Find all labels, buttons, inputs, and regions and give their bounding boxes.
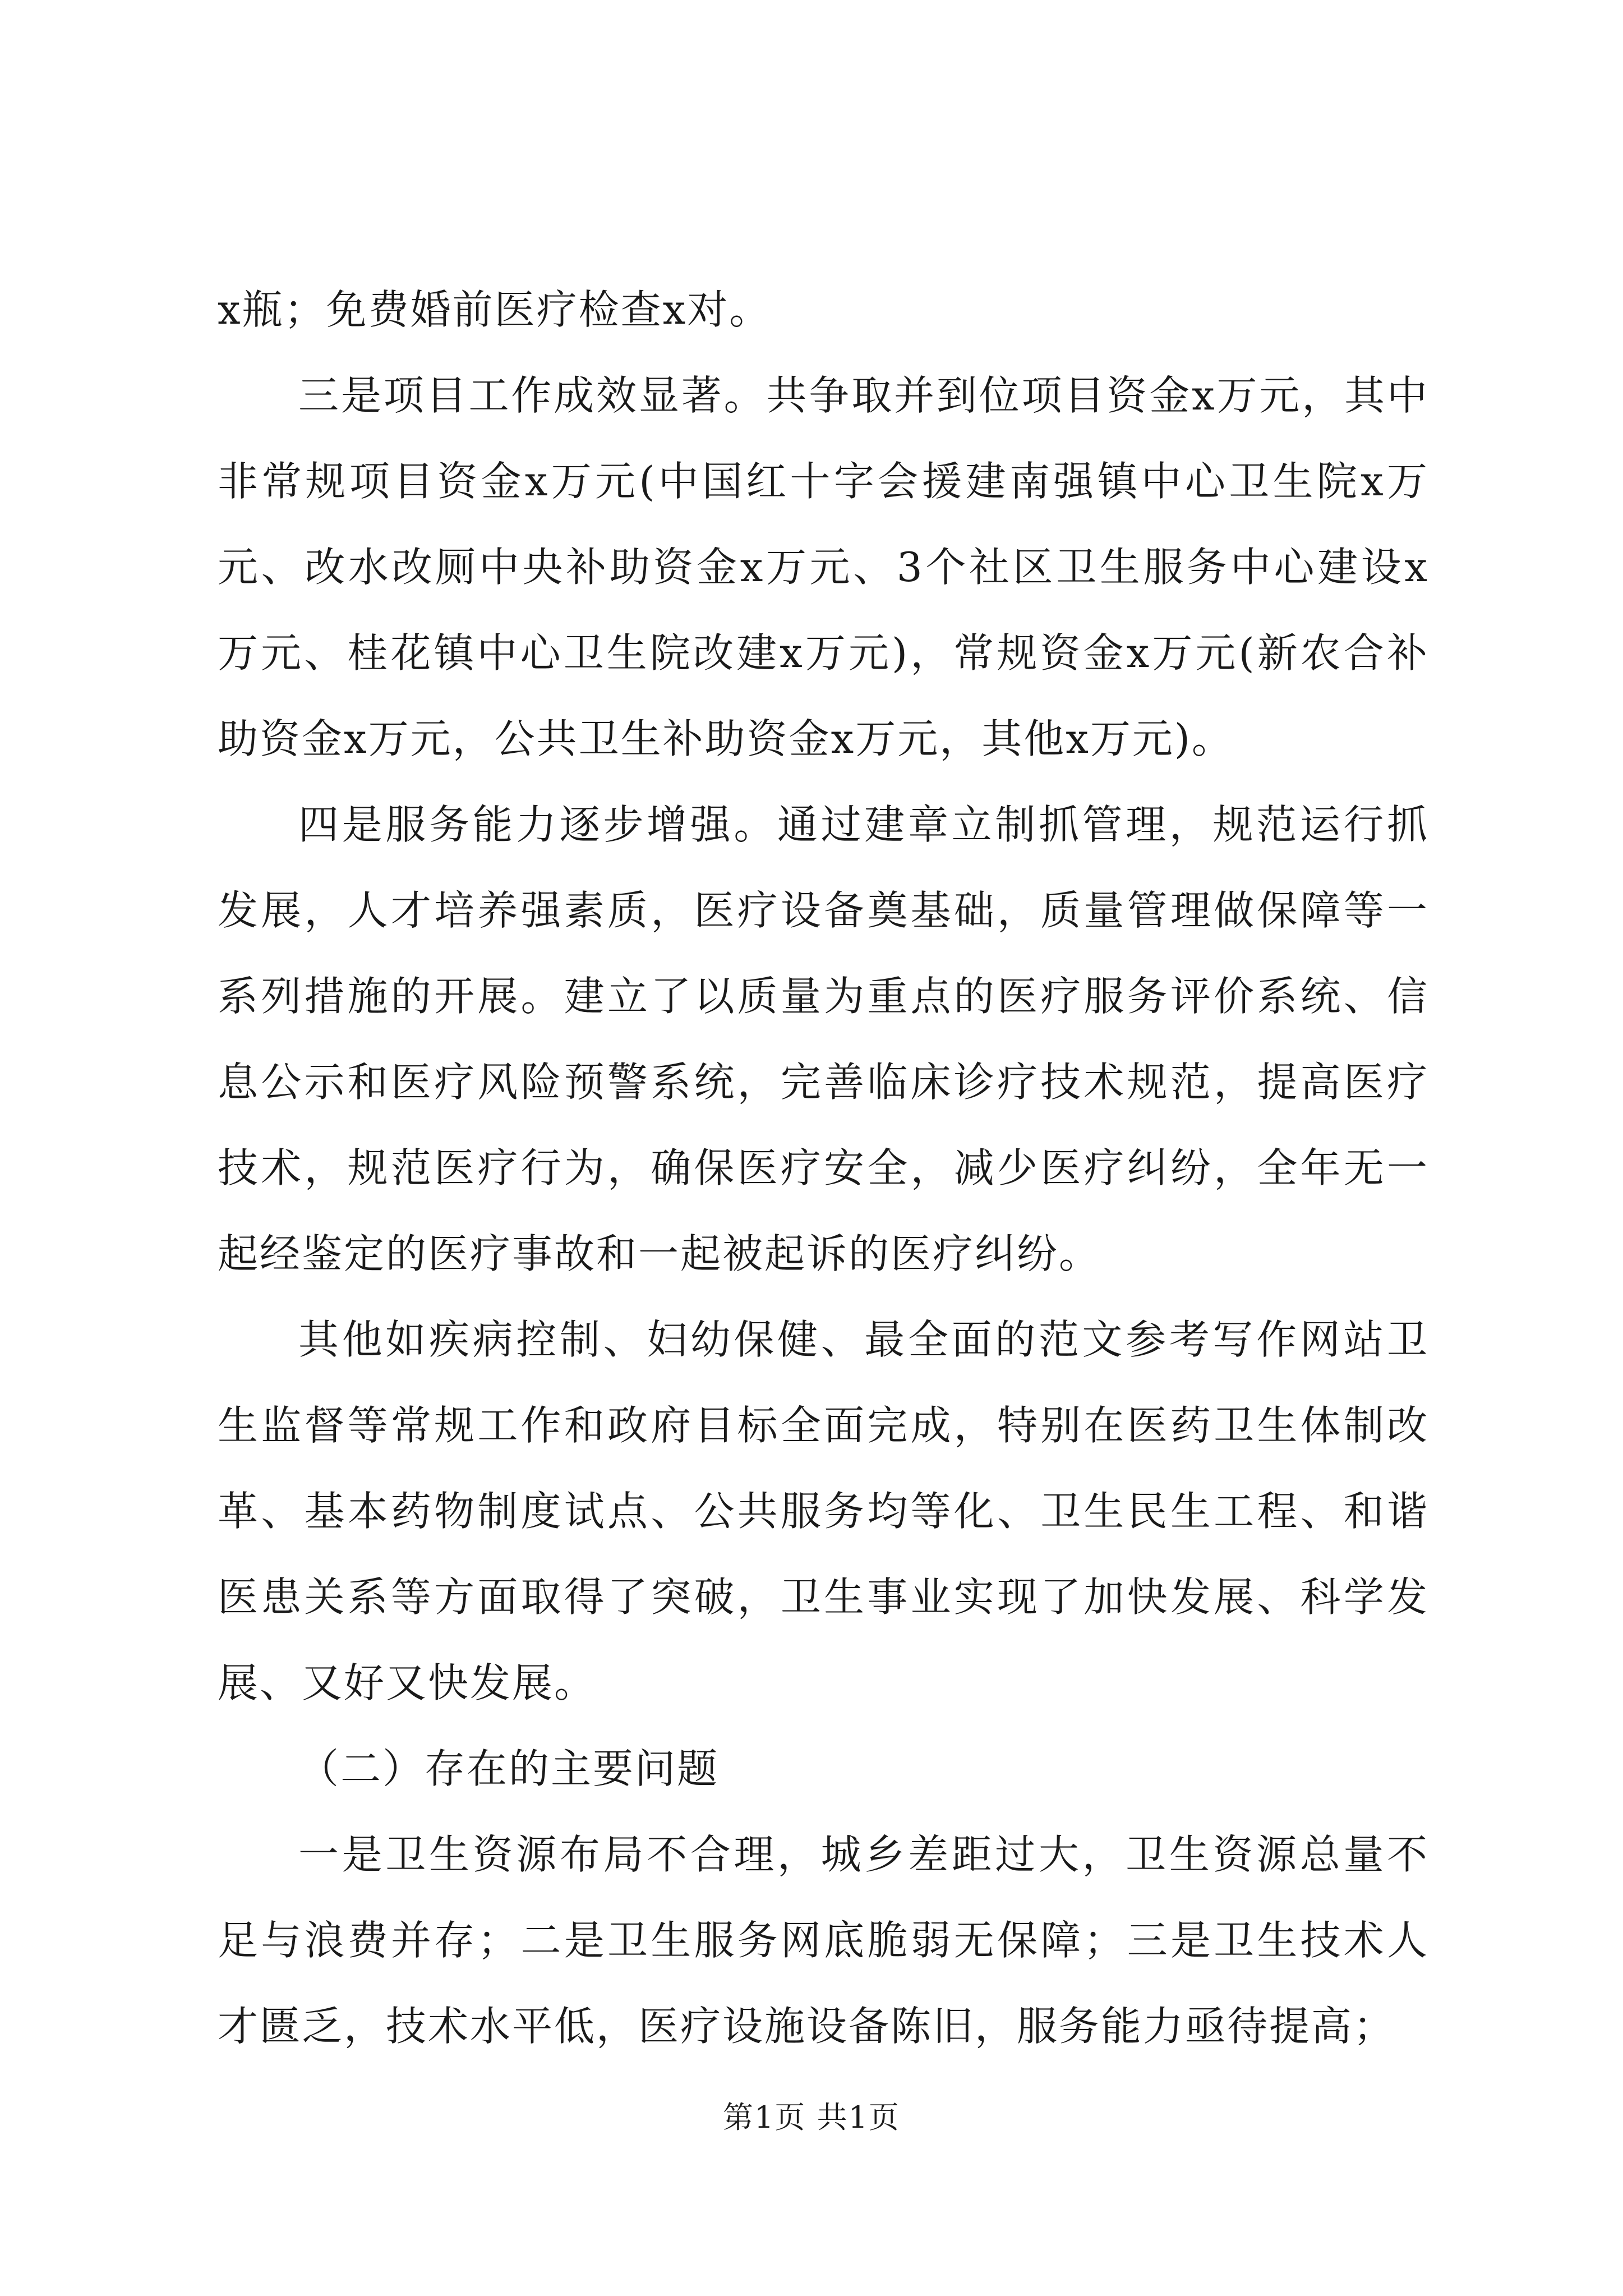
section-heading-main-problems: （二）存在的主要问题 (298, 1745, 720, 1792)
paragraph-service-capacity: 四是服务能力逐步增强。通过建章立制抓管理，规范运行抓发展，人才培养强素质，医疗设备奠基础，质量管理做保障等一系列措施的开展。建立了以质量为重点的医疗服务评价系统、信息公示和医疗风险预警系统，完善临床诊疗技术规范，提高医疗技术，规范医疗行为，确保医疗安全，减少医疗纠纷，全年无一起经鉴定的医疗事故和一起被起诉的医疗纠纷。 (218, 801, 1429, 1277)
paragraph-other-work: 其他如疾病控制、妇幼保健、最全面的范文参考写作网站卫生监督等常规工作和政府目标全面完成，特别在医药卫生体制改革、基本药物制度试点、公共服务均等化、卫生民生工程、和谐医患关系等方面取得了突破，卫生事业实现了加快发展、科学发展、又好又快发展。 (218, 1316, 1429, 1706)
page-footer: 第1页 共1页 (723, 2100, 900, 2135)
document-body (218, 267, 1429, 2069)
paragraph-continuation: x瓶；免费婚前医疗检查x对。 (218, 286, 772, 333)
paragraph-problems: 一是卫生资源布局不合理，城乡差距过大，卫生资源总量不足与浪费并存；二是卫生服务网底脆弱无保障；三是卫生技术人才匮乏，技术水平低，医疗设施设备陈旧，服务能力亟待提高； (218, 1831, 1429, 2050)
paragraph-project-results: 三是项目工作成效显著。共争取并到位项目资金x万元，其中非常规项目资金x万元(中国红十字会援建南强镇中心卫生院x万元、改水改厕中央补助资金x万元、3个社区卫生服务中心建设x万元、桂花镇中心卫生院改建x万元)，常规资金x万元(新农合补助资金x万元，公共卫生补助资金x万元，其他x万元)。 (218, 372, 1429, 762)
